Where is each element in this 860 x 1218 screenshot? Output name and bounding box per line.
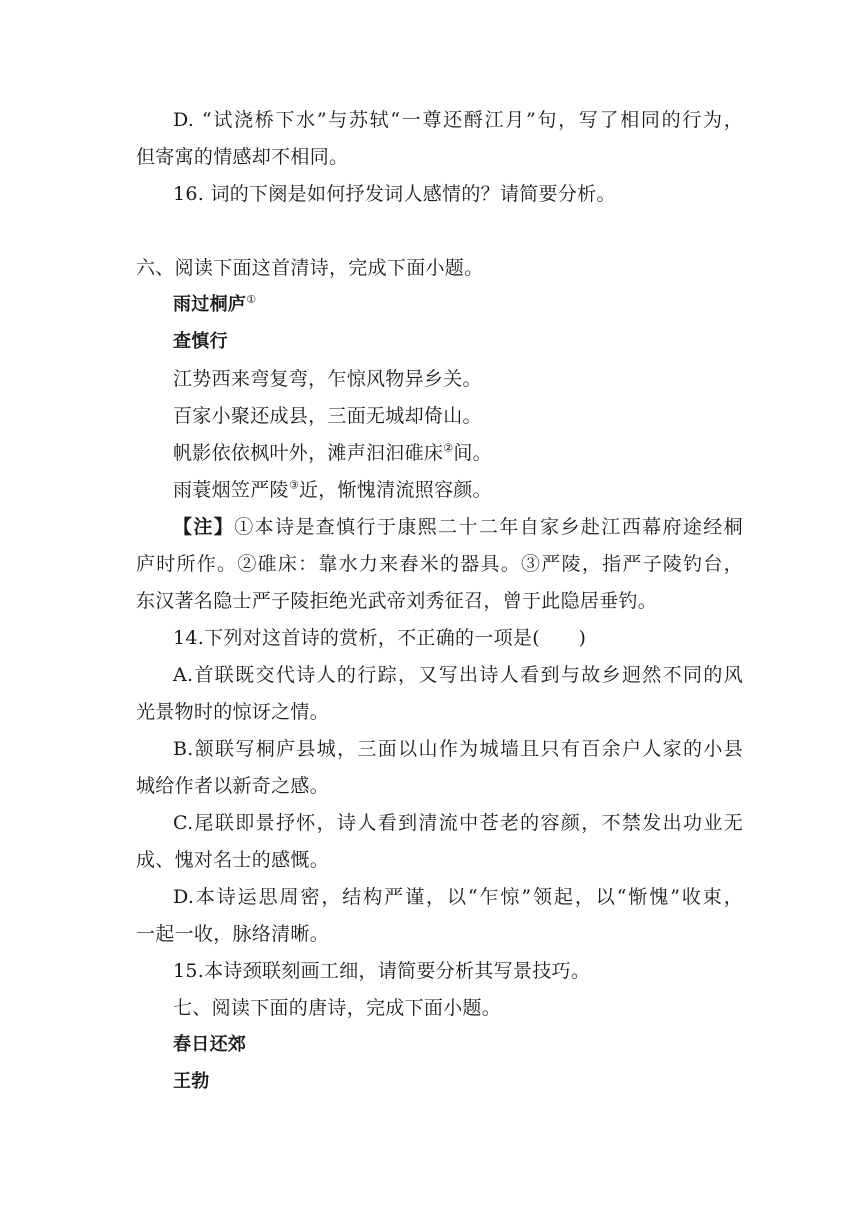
option-c-line1: C.尾联即景抒怀，诗人看到清流中苍老的容颜，不禁发出功业无 xyxy=(173,812,743,834)
question-15: 15.本诗颈联刻画工细，请简要分析其写景技巧。 xyxy=(173,960,591,982)
poem-2-author: 王勃 xyxy=(173,1071,210,1092)
poem-2-title: 春日还郊 xyxy=(173,1034,247,1055)
question-16: 16. 词的下阕是如何抒发词人感情的？请简要分析。 xyxy=(173,183,616,205)
note-line-2: 庐时所作。②碓床：靠水力来舂米的器具。③严陵，指严子陵钓台， xyxy=(136,553,743,575)
poem-title: 雨过桐庐① xyxy=(173,293,257,315)
poem-author: 查慎行 xyxy=(173,331,228,352)
poem-line-2: 百家小聚还成县，三面无城却倚山。 xyxy=(173,405,482,427)
poem-line-3: 帆影依依枫叶外，滩声汩汩碓床②间。 xyxy=(173,441,492,464)
question-14: 14.下列对这首诗的赏析，不正确的一项是( ) xyxy=(173,627,587,649)
note-line-3: 东汉著名隐士严子陵拒绝光武帝刘秀征召，曾于此隐居垂钓。 xyxy=(136,590,658,612)
option-d-prev-line2: 但寄寓的情感却不相同。 xyxy=(136,146,349,168)
section-6-heading: 六、阅读下面这首清诗，完成下面小题。 xyxy=(136,257,484,279)
option-d-line1: D.本诗运思周密，结构严谨，以“乍惊”领起，以“惭愧”收束， xyxy=(173,886,743,908)
option-b-line1: B.颔联写桐庐县城，三面以山作为城墙且只有百余户人家的小县 xyxy=(173,738,743,760)
footnote-marker-1: ① xyxy=(246,293,257,306)
poem-line-4: 雨蓑烟笠严陵③近，惭愧清流照容颜。 xyxy=(173,478,492,501)
section-7-heading: 七、阅读下面的唐诗，完成下面小题。 xyxy=(173,997,502,1019)
poem-line-1: 江势西来弯复弯，乍惊风物异乡关。 xyxy=(173,368,482,390)
option-a-line1: A.首联既交代诗人的行踪，又写出诗人看到与故乡迥然不同的风 xyxy=(173,664,743,686)
option-a-line2: 光景物时的惊讶之情。 xyxy=(136,701,330,723)
note-tag: 【注】 xyxy=(173,516,235,538)
note-line-1: 【注】①本诗是查慎行于康熙二十二年自家乡赴江西幕府途经桐 xyxy=(173,516,743,538)
option-c-line2: 成、愧对名士的感慨。 xyxy=(136,849,330,871)
option-b-line2: 城给作者以新奇之感。 xyxy=(136,775,330,797)
footnote-marker-3: ③ xyxy=(288,478,299,492)
option-d-line2: 一起一收，脉络清晰。 xyxy=(136,923,330,945)
option-d-prev-line1: D. “试浇桥下水”与苏轼“一尊还酹江月”句，写了相同的行为， xyxy=(173,109,743,131)
footnote-marker-2: ② xyxy=(443,441,454,455)
